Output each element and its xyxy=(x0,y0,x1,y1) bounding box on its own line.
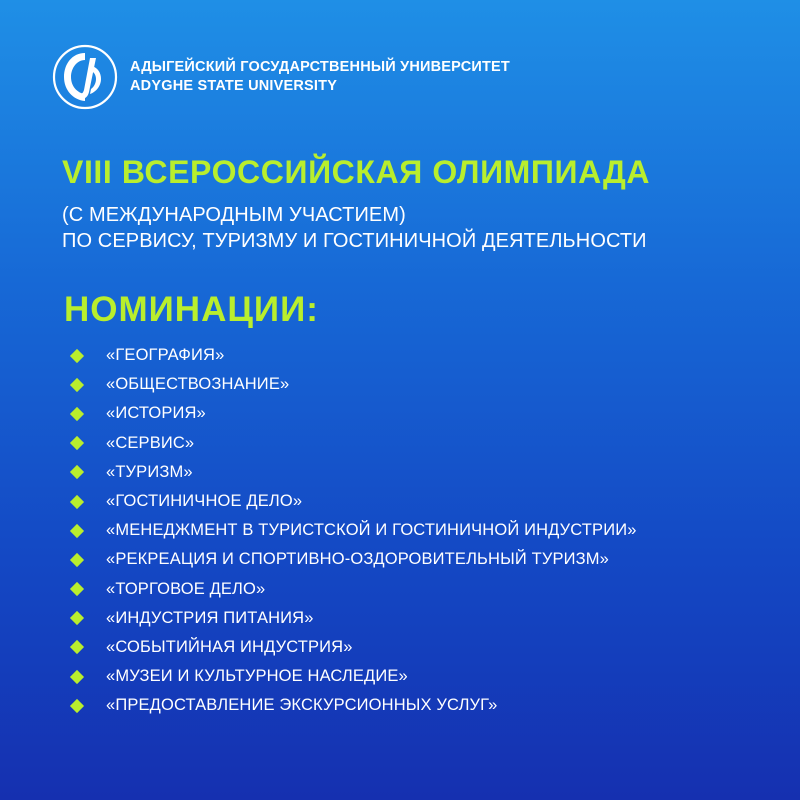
diamond-bullet-icon xyxy=(70,407,84,421)
nomination-label: «ТОРГОВОЕ ДЕЛО» xyxy=(106,579,266,598)
nomination-label: «ИНДУСТРИЯ ПИТАНИЯ» xyxy=(106,608,314,627)
diamond-bullet-icon xyxy=(70,553,84,567)
nomination-label: «РЕКРЕАЦИЯ И СПОРТИВНО-ОЗДОРОВИТЕЛЬНЫЙ ТУРИЗМ» xyxy=(106,550,609,569)
list-item xyxy=(72,370,637,399)
list-item xyxy=(72,341,637,370)
diamond-bullet-icon xyxy=(70,699,84,713)
nomination-label: «СОБЫТИЙНАЯ ИНДУСТРИЯ» xyxy=(106,637,353,656)
diamond-bullet-icon xyxy=(70,494,84,508)
university-name-ru: АДЫГЕЙСКИЙ ГОСУДАРСТВЕННЫЙ УНИВЕРСИТЕТ xyxy=(130,59,510,75)
diamond-bullet-icon xyxy=(70,378,84,392)
list-item xyxy=(72,633,637,662)
nomination-label: «ИСТОРИЯ» xyxy=(106,404,206,423)
list-item xyxy=(72,604,637,633)
nomination-label: «МУЗЕИ И КУЛЬТУРНОЕ НАСЛЕДИЕ» xyxy=(106,667,408,686)
diamond-bullet-icon xyxy=(70,582,84,596)
olympiad-title: VIII ВСЕРОССИЙСКАЯ ОЛИМПИАДА xyxy=(62,154,651,190)
nomination-label: «ПРЕДОСТАВЛЕНИЕ ЭКСКУРСИОННЫХ УСЛУГ» xyxy=(106,696,498,715)
olympiad-title-block xyxy=(62,152,650,254)
diamond-bullet-icon xyxy=(70,611,84,625)
nomination-label: «ОБЩЕСТВОЗНАНИЕ» xyxy=(106,375,290,394)
nomination-label: «МЕНЕДЖМЕНТ В ТУРИСТСКОЙ И ГОСТИНИЧНОЙ ИНДУСТРИИ» xyxy=(106,521,637,540)
list-item xyxy=(72,458,637,487)
nomination-label: «ТУРИЗМ» xyxy=(106,462,193,481)
list-item xyxy=(72,399,637,428)
list-item xyxy=(72,516,637,545)
nominations-list xyxy=(72,341,637,720)
list-item xyxy=(72,575,637,604)
diamond-bullet-icon xyxy=(70,465,84,479)
list-item xyxy=(72,662,637,691)
university-header xyxy=(52,44,510,110)
diamond-bullet-icon xyxy=(70,349,84,363)
nomination-label: «ГОСТИНИЧНОЕ ДЕЛО» xyxy=(106,492,303,511)
adyghe-university-logo-icon xyxy=(52,44,118,110)
list-item xyxy=(72,429,637,458)
list-item xyxy=(72,487,637,516)
list-item xyxy=(72,691,637,720)
olympiad-subtitle-2: ПО СЕРВИСУ, ТУРИЗМУ И ГОСТИНИЧНОЙ ДЕЯТЕЛЬНОСТИ xyxy=(62,230,647,252)
university-name-en: ADYGHE STATE UNIVERSITY xyxy=(130,78,338,94)
list-item xyxy=(72,545,637,574)
diamond-bullet-icon xyxy=(70,524,84,538)
university-names xyxy=(130,58,510,96)
nomination-label: «СЕРВИС» xyxy=(106,433,195,452)
diamond-bullet-icon xyxy=(70,436,84,450)
diamond-bullet-icon xyxy=(70,670,84,684)
nomination-label: «ГЕОГРАФИЯ» xyxy=(106,346,225,365)
olympiad-subtitle-1: (С МЕЖДУНАРОДНЫМ УЧАСТИЕМ) xyxy=(62,204,406,226)
diamond-bullet-icon xyxy=(70,640,84,654)
nominations-heading: НОМИНАЦИИ: xyxy=(64,290,319,329)
